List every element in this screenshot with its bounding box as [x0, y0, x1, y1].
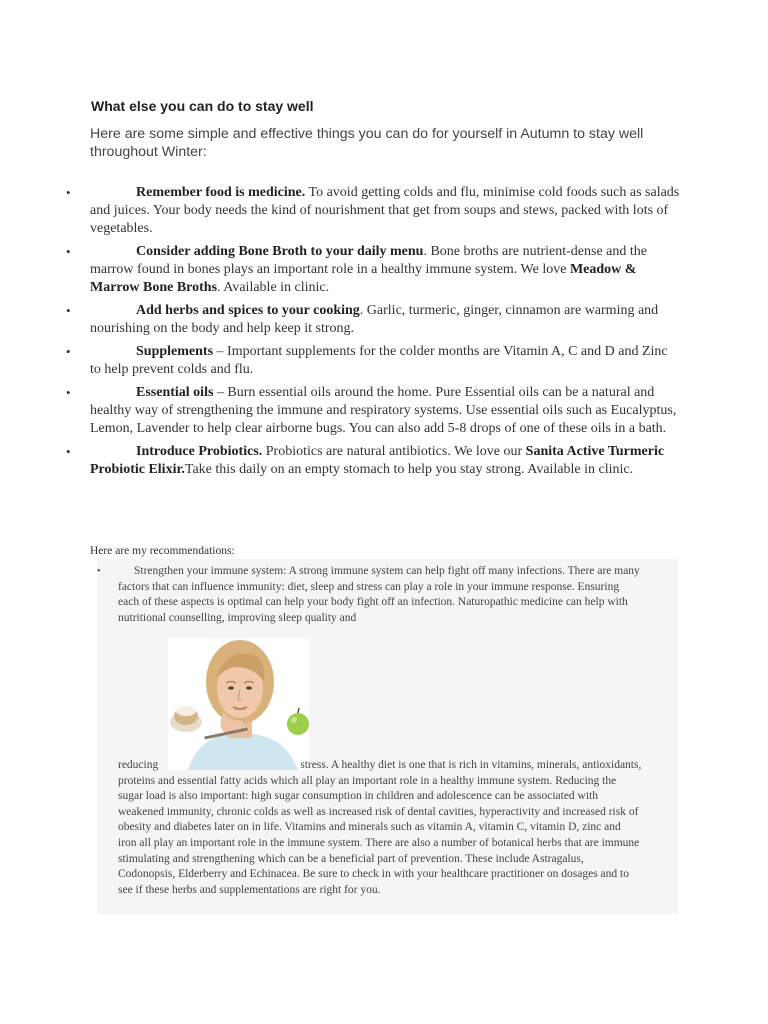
page-heading: What else you can do to stay well: [91, 98, 314, 114]
product-name: Meadow & Marrow Bone Broths: [90, 262, 637, 295]
recommendation-text: Strengthen your immune system: A strong immune system can help fight off many infections. There are many factors that can influence immunity: diet, sleep and stress can play a role in your immune response. Ensuring each of these aspects is optimal can help your body fight off an infection. Naturopathic medicine can help with nutritional counselling, improving sleep quality and: [118, 565, 640, 624]
tip-text: . Bone broths are nutrient-dense and the marrow found in bones plays an important role in a healthy immune system. We love: [90, 244, 647, 277]
list-item: [0, 243, 680, 297]
list-item: [0, 184, 680, 238]
list-item: [0, 343, 680, 379]
tip-text: Take this daily on an empty stomach to help you stay strong. Available in clinic.: [184, 462, 634, 477]
bullet-icon: •: [66, 444, 71, 459]
list-item: [0, 384, 680, 438]
bullet-icon: •: [66, 344, 71, 359]
product-name: Sanita Active Turmeric Probiotic Elixir.: [90, 444, 665, 477]
woman-with-cake-and-apple-photo: [168, 638, 309, 770]
intro-paragraph: Here are some simple and effective things you can do for yourself in Autumn to stay well throughout Winter:: [90, 126, 644, 160]
list-item: [0, 302, 680, 338]
bullet-icon: •: [97, 566, 101, 577]
recommendation-text: stress. A healthy diet is one that is rich in vitamins, minerals, antioxidants, proteins and essential fatty acids which all play an important role in a healthy immune system. Reducing the sugar load is also important: high sugar consumption in children and adolescence can be associated with weakened immunity, chronic colds as well as increased risk of dental cavities, hyperactivity and increased risk of obesity and diabetes later on in life. Vitamins and minerals such as vitamin A, vitamin C, vitamin D, zinc and iron all play an important role in the immune system. There are also a number of botanical herbs that are immune stimulating and strengthening which can be a beneficial part of prevention. These include Astragalus, Codonopsis, Elderberry and Echinacea. Be sure to check in with your healthcare practitioner on dosages and to see if these herbs and supplementations are right for you.: [118, 759, 642, 896]
tip-text: To avoid getting colds and flu, minimise cold foods such as salads and juices. Your body needs the kind of nourishment that get from soups and stews, packed with lots of vegetables.: [90, 185, 680, 236]
tip-title: Introduce Probiotics.: [136, 444, 263, 459]
bullet-icon: •: [66, 244, 71, 259]
tips-list: [0, 184, 768, 484]
bullet-icon: •: [66, 303, 71, 318]
recommendation-text-start: reducing: [118, 759, 159, 771]
tip-title: Essential oils: [136, 385, 214, 400]
tip-text: . Garlic, turmeric, ginger, cinnamon are warming and nourishing on the body and help keep it strong.: [90, 303, 659, 336]
tip-title: Consider adding Bone Broth to your daily menu: [136, 244, 424, 259]
tip-title: Add herbs and spices to your cooking: [136, 303, 360, 318]
tip-text: . Available in clinic.: [217, 280, 330, 295]
tip-title: Remember food is medicine.: [136, 185, 306, 200]
recommendations-title: Here are my recommendations:: [90, 545, 235, 557]
tip-text: – Important supplements for the colder months are Vitamin A, C and D and Zinc to help prevent colds and flu.: [90, 344, 668, 377]
recommendation-paragraph: [97, 564, 642, 626]
bullet-icon: •: [66, 185, 71, 200]
tip-text: Probiotics are natural antibiotics. We love our: [262, 444, 526, 459]
tip-title: Supplements: [136, 344, 214, 359]
tip-text: – Burn essential oils around the home. Pure Essential oils can be a natural and healthy way of strengthening the immune and respiratory systems. Use essential oils such as Eucalyptus, Lemon, Lavender to help clear airborne bugs. You can also add 5-8 drops of one of these oils in a bath.: [90, 385, 677, 436]
recommendation-paragraph-continued: [118, 758, 642, 898]
bullet-icon: •: [66, 385, 71, 400]
list-item: [0, 443, 680, 479]
